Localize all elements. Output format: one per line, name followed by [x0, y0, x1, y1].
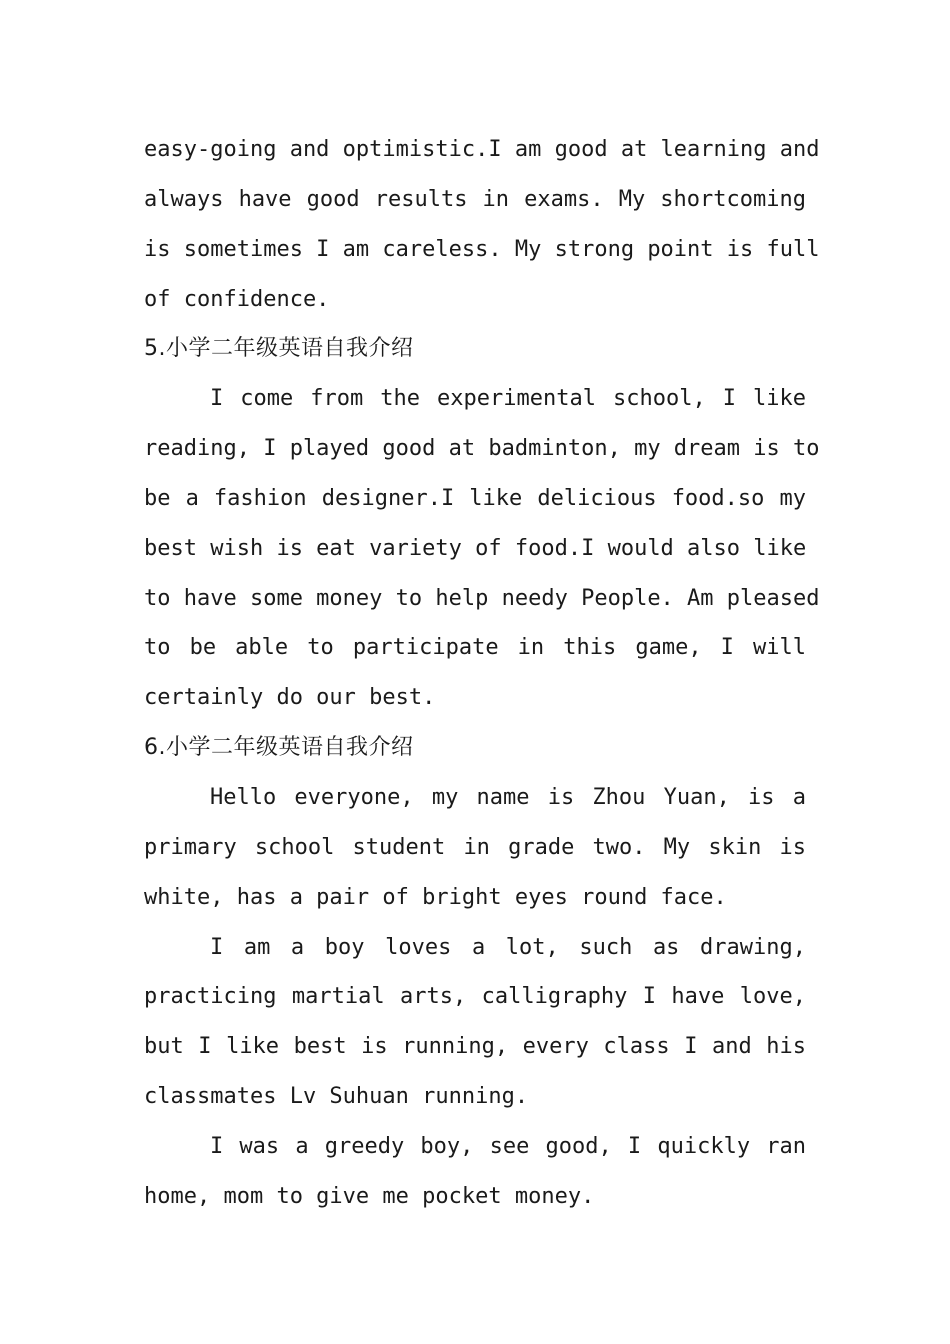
- continued-paragraph: [144, 125, 820, 324]
- text-line: certainly do our best.: [144, 685, 436, 711]
- text-line: best wish is eat variety of food.I would also like: [144, 535, 807, 561]
- text-line: Hello everyone, my name is Zhou Yuan, is a: [210, 784, 806, 810]
- text-line: home, mom to give me pocket money.: [144, 1183, 595, 1209]
- text-line: of confidence.: [144, 286, 330, 312]
- text-line: practicing martial arts, calligraphy I have love,: [144, 984, 806, 1010]
- text-line: always have good results in exams. My shortcoming: [144, 186, 806, 212]
- text-line: I was a greedy boy, see good, I quickly ran: [210, 1133, 806, 1159]
- section-6-paragraph-3: [144, 1122, 806, 1222]
- text-line: primary school student in grade two. My skin is: [144, 834, 806, 860]
- text-line: be a fashion designer.I like delicious food.so my: [144, 485, 806, 511]
- section-6-paragraph-2: [144, 923, 806, 1122]
- text-line: is sometimes I am careless. My strong point is full: [144, 236, 820, 262]
- section-5-heading: 5.小学二年级英语自我介绍: [144, 336, 414, 362]
- text-line: easy-going and optimistic.I am good at learning and: [144, 137, 820, 162]
- text-line: reading, I played good at badminton, my dream is to: [144, 436, 820, 462]
- text-line: classmates Lv Suhuan running.: [144, 1084, 529, 1110]
- text-line: I come from the experimental school, I like: [210, 386, 806, 412]
- text-line: to have some money to help needy People. Am pleased: [144, 585, 820, 611]
- section-6-heading: 6.小学二年级英语自我介绍: [144, 735, 414, 761]
- text-line: to be able to participate in this game, I will: [144, 635, 806, 661]
- text-line: white, has a pair of bright eyes round face.: [144, 884, 727, 910]
- section-6-paragraph-1: [144, 773, 806, 923]
- document-page: [144, 125, 820, 1222]
- text-line: but I like best is running, every class I and his: [144, 1034, 806, 1060]
- section-5-paragraph: [144, 374, 820, 723]
- text-line: I am a boy loves a lot, such as drawing,: [210, 934, 806, 960]
